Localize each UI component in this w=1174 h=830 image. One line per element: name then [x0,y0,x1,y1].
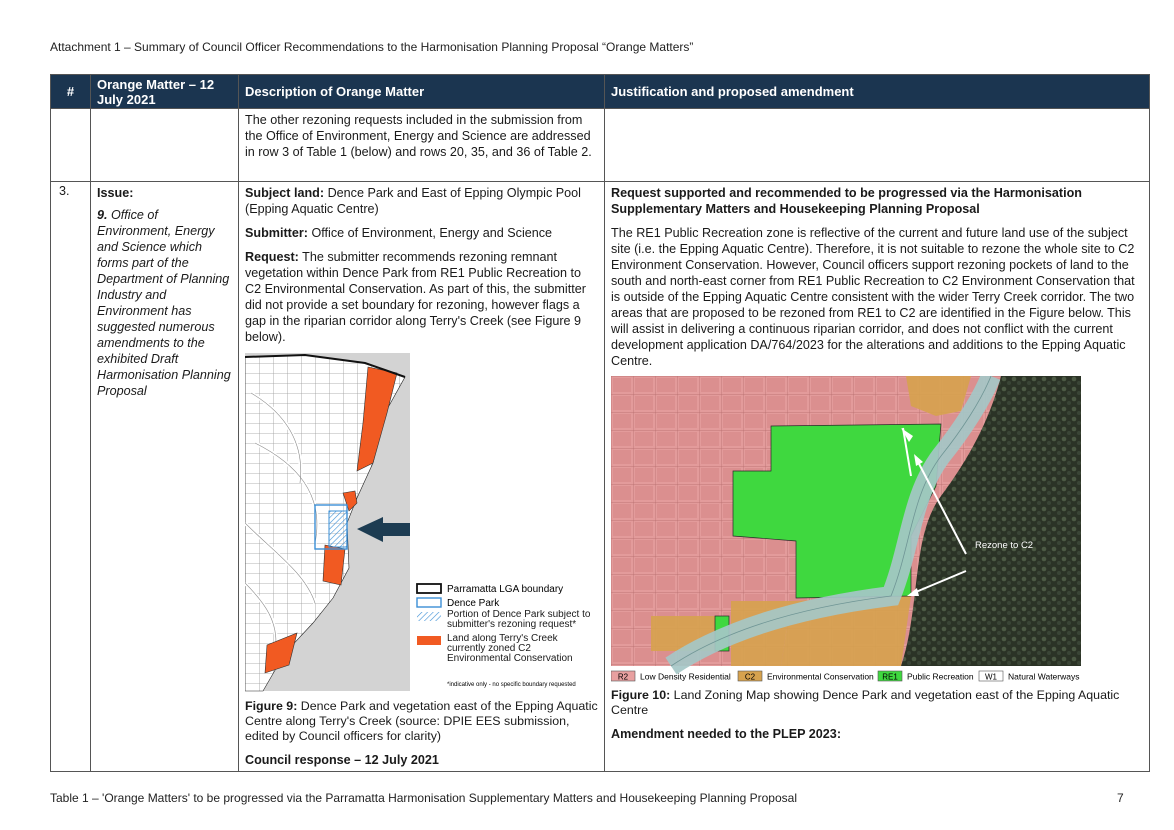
legend-lga-label: Parramatta LGA boundary [447,584,564,595]
figure-10-zoning-map [611,376,1082,682]
figure-10-map-canvas [611,376,1081,666]
column-header-number: # [51,75,91,109]
legend-note: *indicative only - no specific boundary requested [447,682,576,688]
legend-r2-label: Low Density Residential [640,671,731,682]
justification-text: The RE1 Public Recreation zone is reflective of the current and future land use of the subject site (i.e. the Epping Aquatic Centre). Therefore, it is not suitable to rezone the whole site to C2 Environment Conservation. However, Council officers support rezoning pockets of land to the south and north-east corner from RE1 Public Recreation to C2 Environment Conservation that is outside of the Epping Aquatic Centre consistent with the wider Terry Creek corridor. The two areas that are proposed to be rezoned from RE1 to C2 are identified in the Figure below. This will assist in delivering a continuous riparian corridor, and does not conflict with the current development application DA/764/2023 for the alterations and additions to the Epping Aquatic Centre. [611,226,1135,368]
request-label: Request: [245,250,299,264]
row1-number-cell [51,109,91,182]
figure-9-caption-label: Figure 9: [245,699,298,713]
legend-c2-label: Land along Terry's Creek currently zoned C2 Environmental Conservation [447,634,573,664]
row2-number-cell [51,182,91,772]
table-row [51,109,1150,182]
column-header-justification: Justification and proposed amendment [605,75,1150,109]
table-header-row [51,75,1150,109]
legend-dence-swatch [417,598,441,607]
page-header: Attachment 1 – Summary of Council Officer Recommendations to the Harmonisation Planning Proposal “Orange Matters” [50,40,694,54]
page-number: 7 [1117,791,1124,805]
row2-matter-cell [91,182,239,772]
legend-re1-label: Public Recreation [907,671,974,682]
amendment-heading: Amendment needed to the PLEP 2023: [611,727,842,741]
row-number: 3. [59,184,70,198]
figure-9-map [245,353,597,693]
figure-9-caption [245,699,598,744]
legend-dence-label: Dence Park [447,598,500,609]
row2-justification-cell [605,182,1150,772]
issue-text: Office of Environment, Energy and Science which forms part of the Department of Planning Industry and Environment has suggested numerous amendments to the exhibited Draft Harmonisation Planning Proposal [97,208,231,398]
subject-label: Subject land: [245,186,325,200]
legend-c2-label: Environmental Conservation [767,671,874,682]
figure-10-legend [611,671,1079,682]
legend-lga-swatch [417,584,441,593]
request-text: The submitter recommends rezoning remnant vegetation within Dence Park from RE1 Public Recreation to C2 Environmental Conservation. As part of this, the submitter did not provide a set boundary for rezoning, however flags a gap in the riparian corridor along Terry's Creek (see Figure 9 below). [245,250,586,344]
figure-10-caption [611,688,1143,718]
orange-matters-table [50,74,1150,772]
rezone-to-c2-label: Rezone to C2 [975,540,1034,551]
council-response-heading: Council response – 12 July 2021 [245,753,439,767]
submitter-text: Office of Environment, Energy and Science [311,226,553,240]
legend-r2-code: R2 [617,672,629,682]
legend-w1-code: W1 [985,672,997,682]
column-header-description: Description of Orange Matter [239,75,605,109]
row1-description-text: The other rezoning requests included in the submission from the Office of Environment, Energy and Science are addressed in row 3 of Table 1 (below) and rows 20, 35, and 36 of Table 2. [245,113,592,159]
row1-matter-cell [91,109,239,182]
legend-portion-label: Portion of Dence Park subject to submitter's rezoning request* [447,610,591,630]
legend-c2-swatch [417,636,441,645]
issue-number: 9. [97,208,108,222]
figure-9-legend [417,584,597,688]
column-header-orange-matter: Orange Matter – 12 July 2021 [91,75,239,109]
row1-description-cell [239,109,605,182]
legend-c2-code: C2 [744,672,756,682]
legend-re1-code: RE1 [882,672,898,682]
legend-portion-swatch [417,612,441,621]
table-row [51,182,1150,772]
subject-text: Dence Park and East of Epping Olympic Pool (Epping Aquatic Centre) [245,186,581,216]
figure-9-caption-text: Dence Park and vegetation east of the Epping Aquatic Centre along Terry's Creek (source: DPIE EES submission, edited by Council officers for clarity) [245,699,598,743]
issue-label: Issue: [97,186,134,200]
row2-description-cell [239,182,605,772]
row1-justification-cell [605,109,1150,182]
legend-w1-label: Natural Waterways [1008,671,1080,682]
justification-heading: Request supported and recommended to be progressed via the Harmonisation Supplementary Matters and Housekeeping Planning Proposal [611,186,1082,216]
figure-10-caption-text: Land Zoning Map showing Dence Park and vegetation east of the Epping Aquatic Centre [611,688,1120,717]
page-footer: Table 1 – 'Orange Matters' to be progressed via the Parramatta Harmonisation Supplementary Matters and Housekeeping Planning Proposal [50,791,797,805]
submitter-label: Submitter: [245,226,308,240]
figure-10-caption-label: Figure 10: [611,688,671,702]
